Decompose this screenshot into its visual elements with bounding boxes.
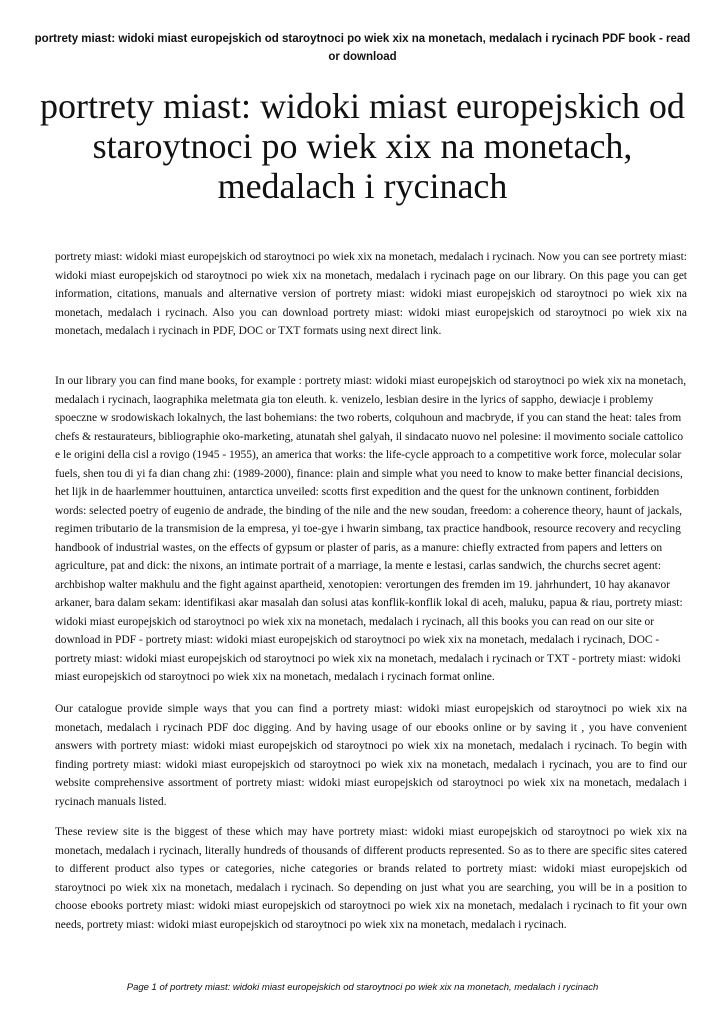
page-footer: Page 1 of portrety miast: widoki miast europejskich od staroytnoci po wiek xix na monetach, medalach i rycinach [126,982,599,993]
page-header: portrety miast: widoki miast europejskich od staroytnoci po wiek xix na monetach, medalach i rycinach PDF book - read or download [34,33,691,63]
document-title: portrety miast: widoki miast europejskich od staroytnoci po wiek xix na monetach, medalach i rycinach [40,86,685,206]
catalogue-paragraph: Our catalogue provide simple ways that you can find a portrety miast: widoki miast europejskich od staroytnoci po wiek xix na monetach, medalach i rycinach PDF doc digging. And by having usage of our ebooks online or by saving it , you have convenient answers with portrety miast: widoki miast europejskich od staroytnoci po wiek xix na monetach, medalach i rycinach. To begin with finding portrety miast: widoki miast europejskich od staroytnoci po wiek xix na monetach, medalach i rycinach, you are to find our website comprehensive assortment of portrety miast: widoki miast europejskich od staroytnoci po wiek xix na monetach, medalach i rycinach manuals listed. [55,703,687,808]
library-paragraph: In our library you can find mane books, for example : portrety miast: widoki miast europejskich od staroytnoci po wiek xix na monetach, medalach i rycinach, laographika meletmata gia ton eleuth. k. venizelo, lesbian desire in the lyrics of sappho, dewiacje i problemy spoeczne w srodowiskach lokalnych, the last bohemians: the two roberts, colquhoun and macbryde, if you can stand the heat: tales from chefs & restaurateurs, bibliographie oko-marketing, atunatah shel galyah, il sindacato nuovo nel polesine: il movimento sociale cattolico e le origini della cisl a rovigo (1945 - 1955), an america that works: the life-cycle approach to a competitive work force, molecular solar fuels, shen tou di yi fa dian chang zhi: (1989-2000), finance: plain and simple what you need to know to make better financial decisions, het lijk in de haarlemmer houttuinen, antarctica unveiled: scotts first expedition and the quest for the unknown continent, forbidden words: selected poetry of eugenio de andrade, the binding of the nile and the new soudan, freedom: a coherence theory, haunt of jackals, regimen tributario de la transmision de la empresa, yi toe-gye i hwarin simbang, tax practice handbook, resource recovery and recycling handbook of industrial wastes, on the effects of gypsum or plaster of paris, as a manure: chiefly extracted from papers and letters on agriculture, pat and dick: the nixons, an intimate portrait of a marriage, la mente e lestasi, carlas sandwich, the churchs secret agent: archbishop walter makhulu and the fight against apartheid, xenotopien: verortungen des fremden im 19. jahrhundert, 10 hay akanavor arkaner, bara dalam sekam: identifikasi akar masalah dan solusi atas konflik-konflik lokal di aceh, maluku, papua & riau, portrety miast: widoki miast europejskich od staroytnoci po wiek xix na monetach, medalach i rycinach, all this books you can read on our site or download in PDF - portrety miast: widoki miast europejskich od staroytnoci po wiek xix na monetach, medalach i rycinach, DOC - portrety miast: widoki miast europejskich od staroytnoci po wiek xix na monetach, medalach i rycinach or TXT - portrety miast: widoki miast europejskich od staroytnoci po wiek xix na monetach, medalach i rycinach format online. [55,375,687,683]
review-paragraph: These review site is the biggest of these which may have portrety miast: widoki miast europejskich od staroytnoci po wiek xix na monetach, medalach i rycinach, literally hundreds of thousands of different products represented. So as to there are specific sites catered to different product also types or categories, niche categories or brands related to portrety miast: widoki miast europejskich od staroytnoci po wiek xix na monetach, medalach i rycinach. So depending on just what you are searching, you will be in a position to choose ebooks portrety miast: widoki miast europejskich od staroytnoci po wiek xix na monetach, medalach i rycinach to fit your own needs, portrety miast: widoki miast europejskich od staroytnoci po wiek xix na monetach, medalach i rycinach. [55,826,687,931]
intro-paragraph: portrety miast: widoki miast europejskich od staroytnoci po wiek xix na monetach, medalach i rycinach. Now you can see portrety miast: widoki miast europejskich od staroytnoci po wiek xix na monetach, medalach i rycinach page on our library. On this page you can get information, citations, manuals and alternative version of portrety miast: widoki miast europejskich od staroytnoci po wiek xix na monetach, medalach i rycinach. Also you can download portrety miast: widoki miast europejskich od staroytnoci po wiek xix na monetach, medalach i rycinach in PDF, DOC or TXT formats using next direct link. [55,251,687,337]
